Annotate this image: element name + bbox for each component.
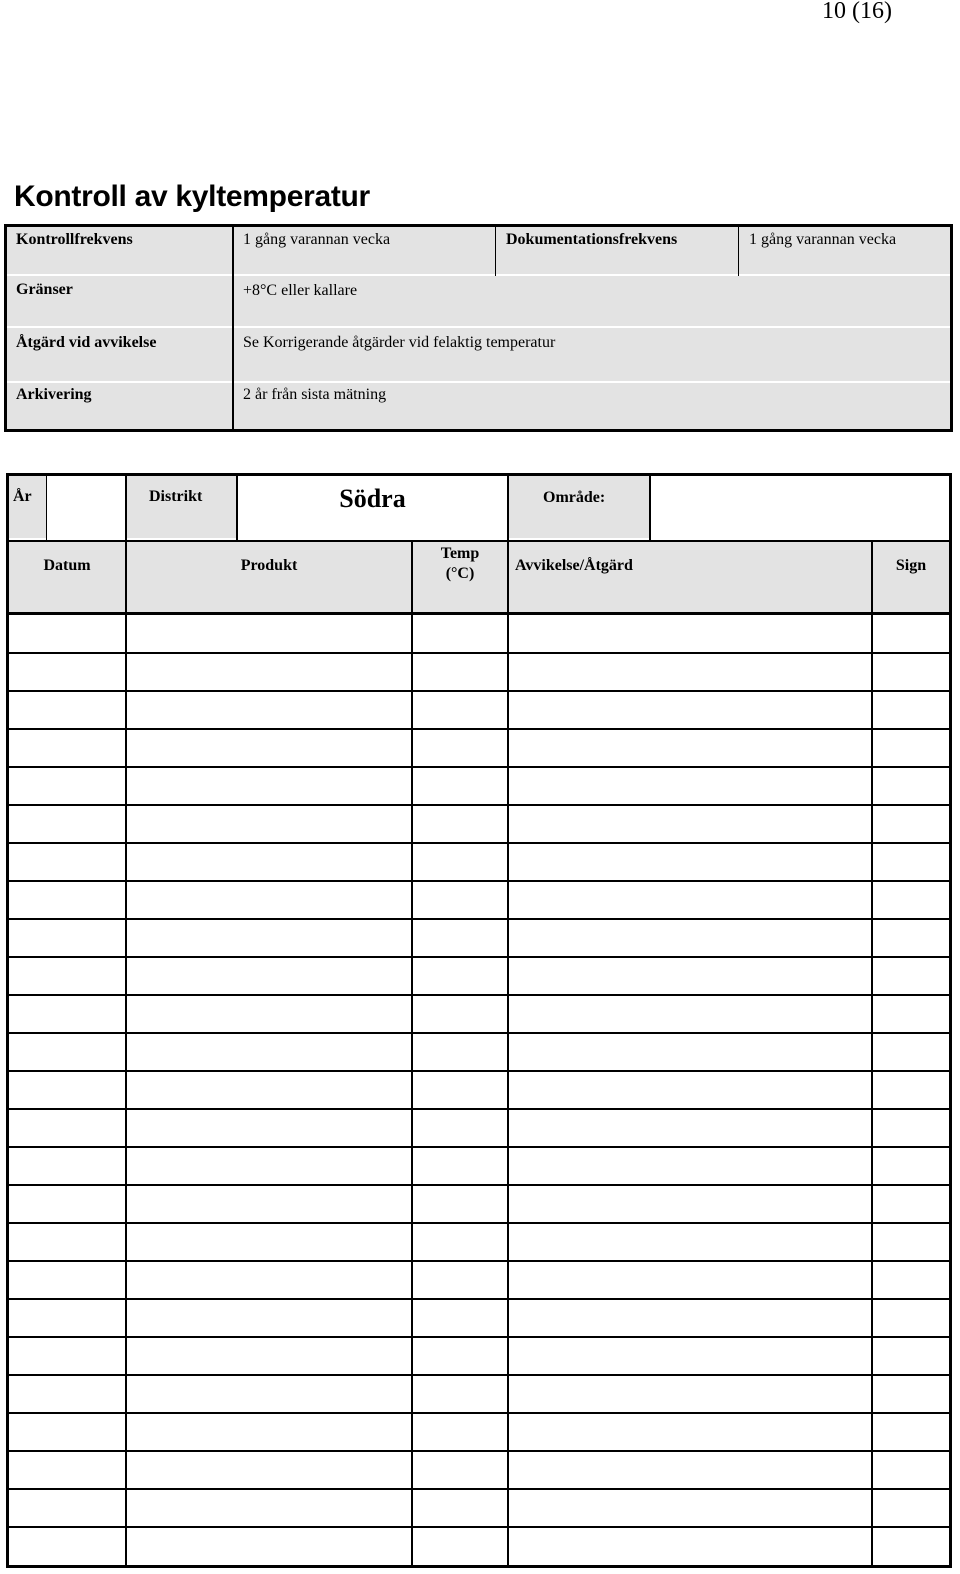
produkt-cell[interactable] bbox=[127, 1299, 411, 1337]
row-divider bbox=[9, 880, 949, 882]
avvikelse-cell[interactable] bbox=[509, 615, 871, 653]
avvikelse-cell[interactable] bbox=[509, 1071, 871, 1109]
avvikelse-cell[interactable] bbox=[509, 767, 871, 805]
temp-cell[interactable] bbox=[413, 1527, 507, 1565]
sign-cell[interactable] bbox=[873, 1413, 949, 1451]
avvikelse-cell[interactable] bbox=[509, 1451, 871, 1489]
avvikelse-cell[interactable] bbox=[509, 653, 871, 691]
avvikelse-cell[interactable] bbox=[509, 957, 871, 995]
produkt-cell[interactable] bbox=[127, 1413, 411, 1451]
avvikelse-cell[interactable] bbox=[509, 1109, 871, 1147]
sign-cell[interactable] bbox=[873, 729, 949, 767]
datum-cell[interactable] bbox=[9, 615, 125, 653]
log-row bbox=[9, 1071, 949, 1109]
row-divider bbox=[9, 1450, 949, 1452]
temp-cell[interactable] bbox=[413, 1299, 507, 1337]
datum-cell[interactable] bbox=[9, 653, 125, 691]
column-divider bbox=[738, 227, 739, 276]
avvikelse-cell[interactable] bbox=[509, 1223, 871, 1261]
produkt-cell[interactable] bbox=[127, 881, 411, 919]
kontrollfrekvens-label: Kontrollfrekvens bbox=[16, 231, 133, 248]
log-row bbox=[9, 1527, 949, 1565]
temp-cell[interactable] bbox=[413, 1413, 507, 1451]
temp-cell[interactable] bbox=[413, 805, 507, 843]
row-divider bbox=[9, 804, 949, 806]
temperature-log-table bbox=[6, 473, 952, 1568]
avvikelse-cell[interactable] bbox=[509, 691, 871, 729]
produkt-cell[interactable] bbox=[127, 919, 411, 957]
sign-cell[interactable] bbox=[873, 691, 949, 729]
temp-cell[interactable] bbox=[413, 1071, 507, 1109]
sign-cell[interactable] bbox=[873, 1299, 949, 1337]
sign-cell[interactable] bbox=[873, 1147, 949, 1185]
log-row bbox=[9, 691, 949, 729]
sign-cell[interactable] bbox=[873, 1375, 949, 1413]
log-row bbox=[9, 805, 949, 843]
temp-cell[interactable] bbox=[413, 1489, 507, 1527]
produkt-cell[interactable] bbox=[127, 1375, 411, 1413]
page-title: Kontroll av kyltemperatur bbox=[14, 180, 370, 213]
produkt-cell[interactable] bbox=[127, 1185, 411, 1223]
granser-label: Gränser bbox=[16, 281, 73, 298]
sign-cell[interactable] bbox=[873, 1109, 949, 1147]
sign-cell[interactable] bbox=[873, 1071, 949, 1109]
col-temp-header bbox=[413, 544, 507, 584]
sign-cell[interactable] bbox=[873, 653, 949, 691]
temp-cell[interactable] bbox=[413, 919, 507, 957]
sign-cell[interactable] bbox=[873, 1527, 949, 1565]
temp-cell[interactable] bbox=[413, 1375, 507, 1413]
datum-cell[interactable] bbox=[9, 1337, 125, 1375]
datum-cell[interactable] bbox=[9, 1033, 125, 1071]
produkt-cell[interactable] bbox=[127, 1337, 411, 1375]
temp-cell[interactable] bbox=[413, 615, 507, 653]
temp-cell[interactable] bbox=[413, 1337, 507, 1375]
row-divider bbox=[9, 1222, 949, 1224]
row-divider bbox=[9, 1526, 949, 1528]
datum-cell[interactable] bbox=[9, 843, 125, 881]
datum-cell[interactable] bbox=[9, 767, 125, 805]
produkt-cell[interactable] bbox=[127, 729, 411, 767]
datum-cell[interactable] bbox=[9, 805, 125, 843]
log-row bbox=[9, 1337, 949, 1375]
produkt-cell[interactable] bbox=[127, 615, 411, 653]
log-row bbox=[9, 1413, 949, 1451]
log-row bbox=[9, 957, 949, 995]
temp-cell[interactable] bbox=[413, 1147, 507, 1185]
row-divider bbox=[9, 1184, 949, 1186]
produkt-cell[interactable] bbox=[127, 1147, 411, 1185]
avvikelse-cell[interactable] bbox=[509, 1337, 871, 1375]
atgard-label: Åtgärd vid avvikelse bbox=[16, 334, 157, 351]
datum-cell[interactable] bbox=[9, 1451, 125, 1489]
temp-cell[interactable] bbox=[413, 1033, 507, 1071]
datum-cell[interactable] bbox=[9, 995, 125, 1033]
log-row bbox=[9, 729, 949, 767]
sign-cell[interactable] bbox=[873, 995, 949, 1033]
produkt-cell[interactable] bbox=[127, 1109, 411, 1147]
produkt-cell[interactable] bbox=[127, 1451, 411, 1489]
arkivering-value: 2 år från sista mätning bbox=[243, 386, 387, 403]
log-row bbox=[9, 1451, 949, 1489]
datum-cell[interactable] bbox=[9, 957, 125, 995]
sign-cell[interactable] bbox=[873, 957, 949, 995]
log-row bbox=[9, 1185, 949, 1223]
temp-cell[interactable] bbox=[413, 995, 507, 1033]
sign-cell[interactable] bbox=[873, 1223, 949, 1261]
log-row bbox=[9, 843, 949, 881]
avvikelse-cell[interactable] bbox=[509, 1299, 871, 1337]
col-temp-header-line1: Temp bbox=[440, 545, 480, 562]
kontrollfrekvens-value: 1 gång varannan vecka bbox=[243, 231, 391, 248]
temp-cell[interactable] bbox=[413, 881, 507, 919]
produkt-cell[interactable] bbox=[127, 1527, 411, 1565]
datum-cell[interactable] bbox=[9, 691, 125, 729]
omrade-label: Område: bbox=[543, 489, 606, 506]
avvikelse-cell[interactable] bbox=[509, 1033, 871, 1071]
log-row bbox=[9, 995, 949, 1033]
temp-cell[interactable] bbox=[413, 843, 507, 881]
atgard-value: Se Korrigerande åtgärder vid felaktig temperatur bbox=[243, 334, 556, 351]
datum-cell[interactable] bbox=[9, 881, 125, 919]
produkt-cell[interactable] bbox=[127, 805, 411, 843]
sign-cell[interactable] bbox=[873, 1185, 949, 1223]
temp-cell[interactable] bbox=[413, 1185, 507, 1223]
distrikt-value: Södra bbox=[339, 484, 406, 513]
log-row bbox=[9, 1033, 949, 1071]
temp-cell[interactable] bbox=[413, 1261, 507, 1299]
sign-cell[interactable] bbox=[873, 919, 949, 957]
row-divider bbox=[9, 1146, 949, 1148]
row-divider bbox=[9, 1374, 949, 1376]
log-row bbox=[9, 1299, 949, 1337]
temp-cell[interactable] bbox=[413, 653, 507, 691]
produkt-cell[interactable] bbox=[127, 653, 411, 691]
log-row bbox=[9, 1489, 949, 1527]
log-row bbox=[9, 881, 949, 919]
arkivering-label: Arkivering bbox=[16, 386, 92, 403]
log-row bbox=[9, 1223, 949, 1261]
avvikelse-cell[interactable] bbox=[509, 1147, 871, 1185]
produkt-cell[interactable] bbox=[127, 767, 411, 805]
col-sign-header: Sign bbox=[895, 557, 927, 574]
log-row bbox=[9, 1147, 949, 1185]
produkt-cell[interactable] bbox=[127, 957, 411, 995]
datum-cell[interactable] bbox=[9, 1489, 125, 1527]
row-divider bbox=[9, 728, 949, 730]
sign-cell[interactable] bbox=[873, 1451, 949, 1489]
avvikelse-cell[interactable] bbox=[509, 843, 871, 881]
produkt-cell[interactable] bbox=[127, 843, 411, 881]
distrikt-label: Distrikt bbox=[149, 488, 203, 505]
produkt-cell[interactable] bbox=[127, 995, 411, 1033]
row-divider bbox=[9, 766, 949, 768]
row-divider bbox=[9, 1070, 949, 1072]
temp-cell[interactable] bbox=[413, 691, 507, 729]
datum-cell[interactable] bbox=[9, 1147, 125, 1185]
col-avvikelse-header: Avvikelse/Åtgärd bbox=[515, 557, 633, 574]
temp-cell[interactable] bbox=[413, 1223, 507, 1261]
column-divider bbox=[495, 227, 496, 276]
log-row bbox=[9, 1261, 949, 1299]
log-row bbox=[9, 919, 949, 957]
datum-cell[interactable] bbox=[9, 1375, 125, 1413]
row-divider bbox=[9, 1260, 949, 1262]
log-row bbox=[9, 653, 949, 691]
row-divider bbox=[9, 918, 949, 920]
sign-cell[interactable] bbox=[873, 805, 949, 843]
row-divider bbox=[9, 1298, 949, 1300]
temp-cell[interactable] bbox=[413, 1109, 507, 1147]
avvikelse-cell[interactable] bbox=[509, 1413, 871, 1451]
row-divider bbox=[9, 652, 949, 654]
datum-cell[interactable] bbox=[9, 1071, 125, 1109]
avvikelse-cell[interactable] bbox=[509, 1185, 871, 1223]
row-divider bbox=[9, 842, 949, 844]
datum-cell[interactable] bbox=[9, 1223, 125, 1261]
avvikelse-cell[interactable] bbox=[509, 881, 871, 919]
produkt-cell[interactable] bbox=[127, 691, 411, 729]
ar-label: År bbox=[13, 488, 32, 505]
row-divider bbox=[7, 381, 950, 383]
datum-cell[interactable] bbox=[9, 729, 125, 767]
avvikelse-cell[interactable] bbox=[509, 1527, 871, 1565]
avvikelse-cell[interactable] bbox=[509, 1375, 871, 1413]
datum-cell[interactable] bbox=[9, 1299, 125, 1337]
produkt-cell[interactable] bbox=[127, 1261, 411, 1299]
row-divider bbox=[7, 274, 950, 276]
log-row bbox=[9, 767, 949, 805]
produkt-cell[interactable] bbox=[127, 1223, 411, 1261]
col-datum-header: Datum bbox=[43, 557, 91, 574]
row-divider bbox=[7, 326, 950, 328]
row-divider bbox=[9, 1108, 949, 1110]
sign-cell[interactable] bbox=[873, 1337, 949, 1375]
produkt-cell[interactable] bbox=[127, 1489, 411, 1527]
produkt-cell[interactable] bbox=[127, 1071, 411, 1109]
avvikelse-cell[interactable] bbox=[509, 805, 871, 843]
col-produkt-header: Produkt bbox=[240, 557, 298, 574]
row-divider bbox=[9, 1488, 949, 1490]
avvikelse-cell[interactable] bbox=[509, 1489, 871, 1527]
datum-cell[interactable] bbox=[9, 1261, 125, 1299]
row-divider bbox=[9, 690, 949, 692]
avvikelse-cell[interactable] bbox=[509, 1261, 871, 1299]
sign-cell[interactable] bbox=[873, 881, 949, 919]
temp-cell[interactable] bbox=[413, 957, 507, 995]
row-divider bbox=[9, 994, 949, 996]
sign-cell[interactable] bbox=[873, 843, 949, 881]
avvikelse-cell[interactable] bbox=[509, 995, 871, 1033]
sign-cell[interactable] bbox=[873, 615, 949, 653]
page-number: 10 (16) bbox=[822, 0, 892, 24]
row-divider bbox=[9, 1336, 949, 1338]
datum-cell[interactable] bbox=[9, 1527, 125, 1565]
row-divider bbox=[9, 1412, 949, 1414]
avvikelse-cell[interactable] bbox=[509, 729, 871, 767]
sign-cell[interactable] bbox=[873, 1261, 949, 1299]
granser-value: +8°C eller kallare bbox=[243, 282, 358, 299]
sign-cell[interactable] bbox=[873, 767, 949, 805]
log-row bbox=[9, 1109, 949, 1147]
datum-cell[interactable] bbox=[9, 1109, 125, 1147]
temp-cell[interactable] bbox=[413, 1451, 507, 1489]
col-temp-header-line2: (°C) bbox=[445, 565, 475, 582]
datum-cell[interactable] bbox=[9, 1185, 125, 1223]
temp-cell[interactable] bbox=[413, 767, 507, 805]
datum-cell[interactable] bbox=[9, 1413, 125, 1451]
log-row bbox=[9, 1375, 949, 1413]
row-divider bbox=[9, 956, 949, 958]
row-divider bbox=[9, 1032, 949, 1034]
sign-cell[interactable] bbox=[873, 1489, 949, 1527]
avvikelse-cell[interactable] bbox=[509, 919, 871, 957]
dokumentationsfrekvens-value: 1 gång varannan vecka bbox=[749, 231, 897, 248]
dokumentationsfrekvens-label: Dokumentationsfrekvens bbox=[506, 231, 678, 248]
log-row bbox=[9, 615, 949, 653]
produkt-cell[interactable] bbox=[127, 1033, 411, 1071]
datum-cell[interactable] bbox=[9, 919, 125, 957]
control-info-table bbox=[4, 224, 953, 432]
temp-cell[interactable] bbox=[413, 729, 507, 767]
sign-cell[interactable] bbox=[873, 1033, 949, 1071]
